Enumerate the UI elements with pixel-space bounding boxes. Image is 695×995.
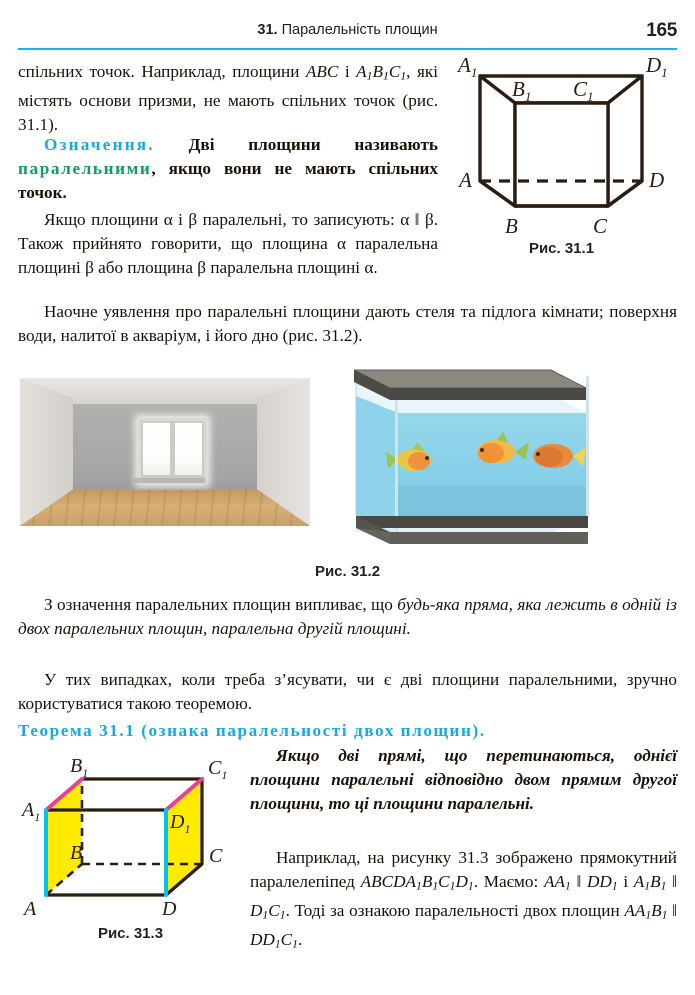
window-pane-right: [175, 423, 202, 475]
aquarium-post-left: [395, 391, 398, 536]
par-label-c: C: [209, 845, 223, 867]
aquarium-drawing: [346, 356, 604, 550]
aquarium-post-right: [586, 376, 589, 518]
aquarium-bottom-rim-front: [356, 516, 588, 528]
aquarium-front-glass: [398, 396, 588, 516]
par-label-a: A: [24, 898, 37, 917]
paragraph-example: [250, 846, 677, 957]
prism-front-face: [515, 103, 608, 206]
paragraph-notation: Якщо площини α і β паралельні, то записують: α ǁ β. Також прийнято говорити, що площина α паралельна площині β або площина β паралельна площині α.: [18, 210, 438, 278]
paragraph-continuation: [18, 60, 438, 137]
figure-31-1-caption: Рис. 31.1: [528, 240, 595, 257]
par-label-d: D: [162, 898, 177, 917]
plane-abc: ABC: [305, 62, 339, 81]
running-head-title: [18, 22, 677, 38]
relation-aa1-dd1: $AA_1$ ǁ $DD_1$: [543, 872, 618, 893]
aquarium-top-rim-front: [390, 388, 586, 400]
p4-italic: будь-яка пряма, яка лежить в одній із двох паралельних площин, паралельна другій площині.: [18, 595, 677, 639]
prism-label-b: B: [505, 214, 518, 238]
p1-text-a: спільних точок. Наприклад, площини: [18, 62, 306, 81]
prism-label-c: C: [593, 214, 608, 238]
plane-a1b1c1: $A_1B_1C_1$: [356, 62, 407, 83]
p6-lead: Наприклад, на рисунку 31.3 зображено прямокутний паралелепіпед: [250, 848, 677, 892]
p4-lead: З означення паралельних площин випливає, що: [44, 595, 398, 614]
p6-text-e: .: [297, 929, 303, 949]
definition-block: [18, 133, 438, 206]
definition-term: паралельними: [18, 159, 152, 179]
window-pane-left: [143, 423, 170, 475]
prism-label-c1: $C_1$: [573, 77, 594, 104]
window-sill: [134, 478, 205, 483]
photo-empty-room: [20, 378, 310, 526]
theorem-heading: Теорема 31.1 (ознака паралельності двох площин).: [18, 721, 486, 740]
prism-label-a1: $A_1$: [458, 56, 478, 80]
definition-text-after: , якщо вони не мають спільних точок.: [18, 159, 438, 203]
running-head: [18, 22, 677, 46]
parallelepiped-drawing: [18, 752, 243, 917]
relation-planes: $AA_1B_1$ ǁ $DD_1C_1$: [250, 900, 678, 951]
theorem-statement: Якщо дві прямі, що перетинаються, однієї площини паралельні відповідно двом прямим другої площини, то ці площини паралельні.: [250, 746, 677, 814]
prism-label-b1: $B_1$: [512, 77, 532, 104]
room-window: [138, 418, 207, 484]
paragraph-examples: Наочне уявлення про паралельні площини дають стеля та підлога кімнати; поверхня води, налитої в акваріум, і його дно (рис. 31.2).: [18, 302, 677, 346]
p6-text-b: . Маємо:: [473, 872, 544, 892]
par-label-c1: $C_1$: [208, 757, 228, 782]
figure-31-2-caption: Рис. 31.2: [314, 563, 381, 580]
definition-text-before: Дві площини називають: [154, 135, 438, 154]
par-label-a1: $A_1$: [22, 799, 41, 824]
prism-label-d: D: [649, 168, 665, 192]
prism-drawing: [446, 56, 677, 256]
header-rule: [18, 48, 677, 50]
figure-31-1: [446, 56, 677, 256]
figure-31-3: [18, 752, 243, 917]
prism-label-a: A: [459, 168, 472, 192]
prism-label-d1: $D_1$: [646, 56, 668, 80]
par-label-d1: $D_1$: [170, 811, 191, 836]
paragraph-lead-in: У тих випадках, коли треба з’ясувати, чи є дві площини паралельними, зручно користуватися такою теоремою.: [18, 670, 677, 714]
p1-text-c: і: [344, 62, 357, 81]
p6-text-c: і: [617, 872, 634, 892]
figure-31-3-caption: Рис. 31.3: [97, 925, 164, 942]
p1-text-d: , які містять основи призми, не мають спільних точок (рис. 31.1).: [18, 62, 438, 134]
p6-text-d: . Тоді за ознакою паралельності двох площин: [285, 900, 625, 920]
photo-aquarium: [346, 356, 604, 550]
relation-a1b1-d1c1: $A_1B_1$ ǁ $D_1C_1$: [250, 872, 677, 922]
section-title: Паралельність площин: [281, 22, 438, 38]
aquarium-top-rim: [354, 370, 586, 388]
section-number: 31.: [257, 22, 278, 38]
solid-name: $ABCDA_1B_1C_1D_1$: [360, 872, 474, 893]
par-label-b1: $B_1$: [70, 755, 89, 780]
par-label-b: B: [70, 842, 83, 864]
definition-label: Означення.: [44, 135, 155, 154]
paragraph-consequence: [18, 593, 677, 641]
page-number: 165: [646, 20, 677, 41]
